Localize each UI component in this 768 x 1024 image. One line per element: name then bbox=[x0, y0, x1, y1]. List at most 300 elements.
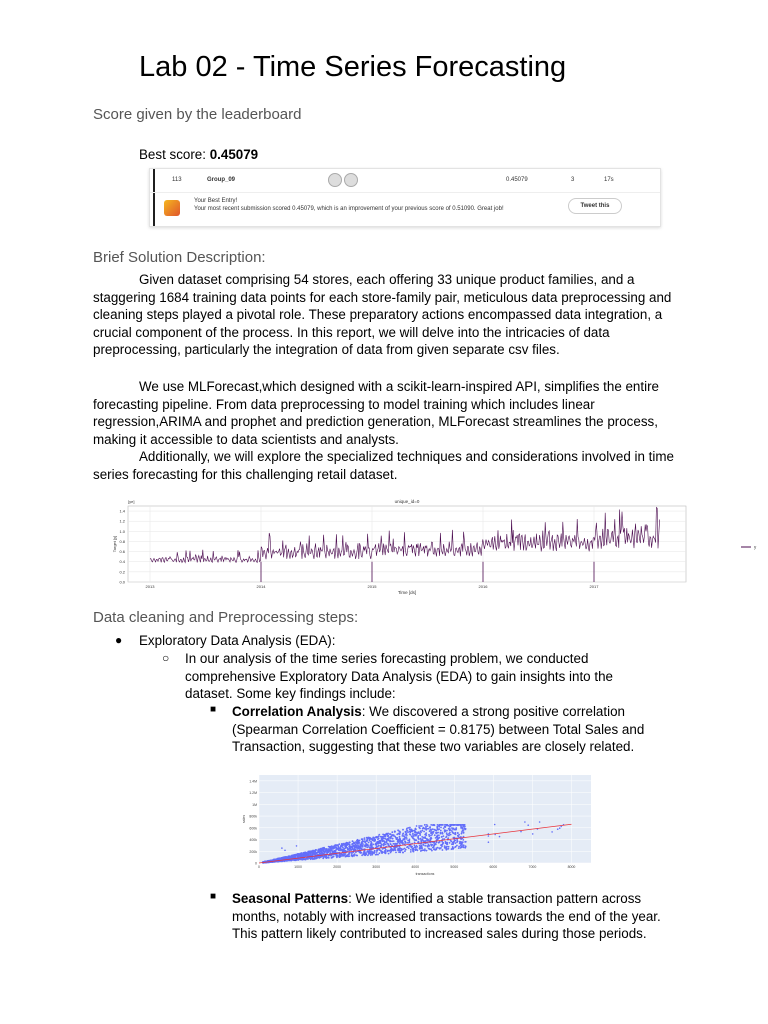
scatter-point bbox=[335, 854, 337, 856]
scatter-point bbox=[313, 850, 315, 852]
scatter-point bbox=[452, 843, 454, 845]
bullet-correlation bbox=[232, 703, 682, 756]
scatter-point bbox=[418, 841, 420, 843]
scatter-point bbox=[432, 832, 434, 834]
scatter-point bbox=[409, 832, 411, 834]
x-tick-label: 8000 bbox=[567, 865, 576, 869]
scatter-point bbox=[355, 851, 357, 853]
scatter-point bbox=[398, 851, 400, 853]
scatter-point bbox=[412, 837, 414, 839]
y-tick-label: 0.4 bbox=[119, 559, 125, 565]
scatter-point bbox=[362, 838, 364, 840]
scatter-point bbox=[373, 840, 375, 842]
scatter-point bbox=[532, 833, 534, 835]
scatter-point bbox=[345, 850, 347, 852]
scatter-point bbox=[306, 852, 308, 854]
scatter-point bbox=[463, 831, 465, 833]
scatter-point bbox=[452, 824, 454, 826]
scatter-point bbox=[374, 850, 376, 852]
scatter-point bbox=[442, 849, 444, 851]
scatter-point bbox=[406, 833, 408, 835]
scatter-point bbox=[433, 846, 435, 848]
trophy-icon bbox=[164, 200, 180, 216]
scatter-point bbox=[407, 846, 409, 848]
scatter-point bbox=[370, 852, 372, 854]
scatter-point bbox=[384, 850, 386, 852]
scatter-point bbox=[371, 845, 373, 847]
scatter-point bbox=[338, 847, 340, 849]
scatter-point bbox=[348, 853, 350, 855]
scatter-point bbox=[429, 849, 431, 851]
scatter-point bbox=[462, 839, 464, 841]
scatter-point bbox=[425, 832, 427, 834]
paragraph: Additionally, we will explore the specialized techniques and considerations involved in time series forecasting for this challenging retail dataset. bbox=[93, 449, 674, 482]
scatter-point bbox=[342, 854, 344, 856]
scatter-point bbox=[349, 842, 351, 844]
scatter-point bbox=[396, 843, 398, 845]
leaderboard-screenshot bbox=[149, 168, 661, 227]
scatter-point bbox=[449, 829, 451, 831]
scatter-point bbox=[306, 855, 308, 857]
scatter-point bbox=[444, 846, 446, 848]
scatter-point bbox=[399, 836, 401, 838]
best-score-value: 0.45079 bbox=[209, 147, 259, 162]
scatter-point bbox=[461, 833, 463, 835]
scatter-point bbox=[372, 839, 374, 841]
scatter-point bbox=[427, 838, 429, 840]
scatter-point bbox=[325, 851, 327, 853]
scatter-point bbox=[315, 858, 317, 860]
scatter-point bbox=[404, 850, 406, 852]
scatter-point bbox=[363, 841, 365, 843]
scatter-point bbox=[444, 826, 446, 828]
scatter-point bbox=[361, 854, 363, 856]
scatter-point bbox=[539, 821, 541, 823]
scatter-point bbox=[456, 824, 458, 826]
scatter-point bbox=[458, 847, 460, 849]
scatter-point bbox=[551, 831, 553, 833]
scatter-point bbox=[445, 841, 447, 843]
scatter-point bbox=[448, 846, 450, 848]
section-heading-solution: Brief Solution Description: bbox=[93, 249, 266, 266]
scatter-point bbox=[458, 846, 460, 848]
scatter-point bbox=[455, 828, 457, 830]
scatter-point bbox=[328, 848, 330, 850]
section-heading-cleaning: Data cleaning and Preprocessing steps: bbox=[93, 609, 359, 626]
scatter-point bbox=[355, 847, 357, 849]
tweet-button[interactable]: Tweet this bbox=[568, 198, 622, 214]
leaderboard-rank: 113 bbox=[172, 177, 182, 183]
scatter-point bbox=[422, 828, 424, 830]
scatter-point bbox=[415, 849, 417, 851]
scatter-point bbox=[310, 851, 312, 853]
scatter-point bbox=[396, 838, 398, 840]
scatter-point bbox=[402, 851, 404, 853]
scatter-point bbox=[437, 835, 439, 837]
scatter-point bbox=[390, 843, 392, 845]
scatter-point bbox=[431, 845, 433, 847]
scatter-point bbox=[351, 854, 353, 856]
scatter-point bbox=[376, 853, 378, 855]
x-tick-label: 2000 bbox=[333, 865, 342, 869]
scatter-point bbox=[383, 844, 385, 846]
y-tick-label: 200k bbox=[249, 849, 257, 854]
scatter-point bbox=[406, 842, 408, 844]
scatter-point bbox=[388, 844, 390, 846]
scatter-point bbox=[423, 831, 425, 833]
scatter-point bbox=[349, 855, 351, 857]
scatter-point bbox=[373, 852, 375, 854]
scatter-point bbox=[397, 848, 399, 850]
scatter-point bbox=[418, 827, 420, 829]
paragraph: We use MLForecast,which designed with a scikit-learn-inspired API, simplifies the entire forecasting pipeline. From data preprocessing to model training which includes linear regression,ARIMA and prophet and prediction generation, MLForecast streamlines the process, making it accessible to data scientists and analysts. bbox=[93, 379, 659, 447]
scatter-point bbox=[376, 849, 378, 851]
scatter-point bbox=[423, 849, 425, 851]
scatter-point bbox=[430, 831, 432, 833]
paragraph: Given dataset comprising 54 stores, each offering 33 unique product families, and a staggering 1684 training data points for each store-family pair, meticulous data preprocessing and cleaning steps played a pivotal role. These preparatory actions encompassed data integration, a crucial component of the process. In this report, we will delve into the intricacies of data preprocessing, particularly the integration of data from given separate csv files. bbox=[93, 272, 672, 358]
scatter-point bbox=[429, 829, 431, 831]
scatter-point bbox=[435, 830, 437, 832]
chart-title: unique_id=0 bbox=[394, 499, 420, 504]
scatter-point bbox=[403, 835, 405, 837]
scatter-point bbox=[448, 828, 450, 830]
scatter-point bbox=[407, 840, 409, 842]
scatter-point bbox=[494, 824, 496, 826]
scatter-point bbox=[293, 854, 295, 856]
scatter-point bbox=[424, 837, 426, 839]
scatter-point bbox=[419, 847, 421, 849]
bullet-eda-sub: In our analysis of the time series forecasting problem, we conducted comprehensive Exploratory Data Analysis (EDA) to gain insights into the dataset. Some key findings include: bbox=[185, 651, 613, 702]
scatter-point bbox=[431, 834, 433, 836]
scatter-point bbox=[446, 830, 448, 832]
scatter-chart bbox=[241, 771, 597, 877]
y-axis-label: sales bbox=[242, 814, 246, 824]
scatter-point bbox=[443, 827, 445, 829]
scatter-point bbox=[443, 835, 445, 837]
scatter-point bbox=[452, 831, 454, 833]
scatter-point bbox=[369, 840, 371, 842]
scatter-point bbox=[380, 845, 382, 847]
scatter-point bbox=[356, 840, 358, 842]
scatter-point bbox=[308, 851, 310, 853]
scatter-point bbox=[464, 847, 466, 849]
scatter-point bbox=[416, 845, 418, 847]
scatter-point bbox=[323, 847, 325, 849]
scatter-point bbox=[402, 829, 404, 831]
leaderboard-row bbox=[150, 169, 660, 193]
x-tick-label: 2017 bbox=[589, 584, 599, 589]
scatter-point bbox=[424, 848, 426, 850]
scatter-point bbox=[379, 852, 381, 854]
page-title: Lab 02 - Time Series Forecasting bbox=[139, 51, 567, 83]
scatter-point bbox=[379, 841, 381, 843]
scatter-point bbox=[414, 830, 416, 832]
y-tick-label: 1.4M bbox=[249, 779, 257, 784]
correlation-text: : We discovered a strong positive correlation (Spearman Correlation Coefficient = 0.8175) between Total Sales and Transaction, suggesting that these two variables are closely related. bbox=[232, 704, 645, 755]
y-tick-label: 1.4 bbox=[119, 508, 125, 514]
time-series-chart bbox=[108, 497, 768, 597]
scatter-point bbox=[444, 829, 446, 831]
scatter-point bbox=[402, 843, 404, 845]
y-tick-label: 0.0 bbox=[119, 579, 125, 585]
scatter-point bbox=[464, 826, 466, 828]
scatter-point bbox=[430, 824, 432, 826]
scatter-point bbox=[332, 850, 334, 852]
scatter-point bbox=[356, 845, 358, 847]
scatter-point bbox=[456, 841, 458, 843]
scatter-point bbox=[317, 856, 319, 858]
scatter-point bbox=[366, 847, 368, 849]
scatter-point bbox=[384, 838, 386, 840]
scatter-point bbox=[378, 845, 380, 847]
y-tick-label: 0 bbox=[255, 861, 257, 866]
scatter-point bbox=[361, 843, 363, 845]
x-tick-label: 1000 bbox=[294, 865, 302, 869]
scatter-point bbox=[346, 855, 348, 857]
scatter-point bbox=[328, 850, 330, 852]
scatter-point bbox=[347, 849, 349, 851]
scatter-point bbox=[369, 850, 371, 852]
scatter-point bbox=[382, 839, 384, 841]
leaderboard-message-body: Your most recent submission scored 0.45079, which is an improvement of your previous score of 0.51090. Great job! bbox=[194, 206, 504, 212]
scatter-point bbox=[389, 841, 391, 843]
scatter-point bbox=[411, 835, 413, 837]
scatter-point bbox=[435, 848, 437, 850]
scatter-point bbox=[446, 834, 448, 836]
corner-label: [ye] bbox=[128, 499, 135, 504]
scatter-point bbox=[323, 851, 325, 853]
x-tick-label: 3000 bbox=[372, 865, 381, 869]
scatter-point bbox=[300, 855, 302, 857]
scatter-point bbox=[326, 857, 328, 859]
scatter-point bbox=[323, 857, 325, 859]
scatter-point bbox=[449, 842, 451, 844]
x-tick-label: 4000 bbox=[411, 865, 420, 869]
scatter-point bbox=[455, 842, 457, 844]
scatter-point bbox=[292, 855, 294, 857]
plot-area bbox=[128, 506, 686, 582]
scatter-point bbox=[414, 834, 416, 836]
scatter-point bbox=[424, 845, 426, 847]
scatter-point bbox=[385, 836, 387, 838]
y-tick-label: 400k bbox=[249, 838, 257, 843]
scatter-point bbox=[342, 849, 344, 851]
scatter-point bbox=[325, 848, 327, 850]
scatter-point bbox=[406, 829, 408, 831]
scatter-point bbox=[464, 828, 466, 830]
scatter-point bbox=[366, 851, 368, 853]
best-score-label: Best score: bbox=[139, 147, 206, 162]
scatter-point bbox=[390, 838, 392, 840]
scatter-point bbox=[359, 840, 361, 842]
y-tick-label: 1M bbox=[252, 802, 257, 807]
bullet-seasonal bbox=[232, 890, 682, 943]
scatter-point bbox=[388, 836, 390, 838]
x-tick-label: 6000 bbox=[489, 865, 498, 869]
scatter-point bbox=[460, 841, 462, 843]
scatter-point bbox=[446, 843, 448, 845]
scatter-point bbox=[425, 828, 427, 830]
scatter-point bbox=[437, 847, 439, 849]
scatter-point bbox=[440, 827, 442, 829]
scatter-point bbox=[393, 835, 395, 837]
scatter-point bbox=[441, 845, 443, 847]
scatter-point bbox=[274, 859, 276, 861]
scatter-point bbox=[418, 825, 420, 827]
scatter-point bbox=[355, 854, 357, 856]
scatter-point bbox=[420, 825, 422, 827]
scatter-point bbox=[410, 851, 412, 853]
scatter-point bbox=[404, 841, 406, 843]
scatter-point bbox=[389, 833, 391, 835]
scatter-point bbox=[440, 832, 442, 834]
scatter-point bbox=[414, 839, 416, 841]
scatter-point bbox=[421, 830, 423, 832]
y-tick-label: 1.2 bbox=[119, 518, 125, 524]
scatter-point bbox=[366, 843, 368, 845]
scatter-point bbox=[405, 849, 407, 851]
scatter-point bbox=[376, 851, 378, 853]
scatter-point bbox=[281, 847, 283, 849]
scatter-point bbox=[364, 845, 366, 847]
best-score bbox=[139, 147, 258, 162]
scatter-point bbox=[345, 847, 347, 849]
seasonal-title: Seasonal Patterns bbox=[232, 891, 349, 906]
scatter-point bbox=[362, 846, 364, 848]
x-tick-label: 2015 bbox=[367, 584, 377, 589]
scatter-point bbox=[342, 844, 344, 846]
scatter-point bbox=[432, 828, 434, 830]
scatter-point bbox=[440, 830, 442, 832]
scatter-point bbox=[433, 824, 435, 826]
scatter-point bbox=[442, 824, 444, 826]
scatter-point bbox=[393, 843, 395, 845]
scatter-point bbox=[438, 826, 440, 828]
y-tick-label: 0.6 bbox=[119, 549, 125, 555]
scatter-point bbox=[450, 824, 452, 826]
scatter-point bbox=[302, 854, 304, 856]
leaderboard-entries: 3 bbox=[571, 177, 575, 183]
scatter-point bbox=[440, 847, 442, 849]
scatter-point bbox=[409, 839, 411, 841]
scatter-point bbox=[396, 834, 398, 836]
bullet-circle-icon: ○ bbox=[162, 651, 170, 665]
scatter-point bbox=[414, 831, 416, 833]
scatter-point bbox=[414, 842, 416, 844]
y-tick-label: 600k bbox=[249, 826, 257, 831]
scatter-point bbox=[444, 831, 446, 833]
scatter-point bbox=[319, 856, 321, 858]
scatter-point bbox=[386, 839, 388, 841]
scatter-point bbox=[422, 838, 424, 840]
scatter-point bbox=[452, 847, 454, 849]
scatter-point bbox=[332, 856, 334, 858]
scatter-point bbox=[296, 845, 298, 847]
scatter-point bbox=[433, 842, 435, 844]
scatter-point bbox=[410, 849, 412, 851]
scatter-point bbox=[441, 836, 443, 838]
scatter-point bbox=[284, 850, 286, 852]
scatter-point bbox=[425, 826, 427, 828]
scatter-point bbox=[411, 846, 413, 848]
bullet-square-icon: ■ bbox=[210, 704, 217, 715]
scatter-point bbox=[365, 845, 367, 847]
scatter-point bbox=[488, 841, 490, 843]
scatter-point bbox=[300, 853, 302, 855]
scatter-point bbox=[404, 831, 406, 833]
scatter-point bbox=[417, 837, 419, 839]
scatter-point bbox=[520, 831, 522, 833]
scatter-point bbox=[394, 831, 396, 833]
scatter-point bbox=[430, 839, 432, 841]
scatter-point bbox=[333, 848, 335, 850]
scatter-point bbox=[295, 859, 297, 861]
scatter-point bbox=[454, 846, 456, 848]
bullet-eda: Exploratory Data Analysis (EDA): bbox=[139, 633, 336, 648]
scatter-point bbox=[354, 847, 356, 849]
scatter-point bbox=[463, 846, 465, 848]
scatter-point bbox=[364, 854, 366, 856]
scatter-point bbox=[330, 848, 332, 850]
scatter-point bbox=[455, 833, 457, 835]
scatter-point bbox=[456, 845, 458, 847]
scatter-point bbox=[310, 854, 312, 856]
x-tick-label: 2014 bbox=[256, 584, 266, 589]
scatter-point bbox=[414, 844, 416, 846]
scatter-point bbox=[450, 834, 452, 836]
scatter-point bbox=[435, 843, 437, 845]
scatter-point bbox=[446, 848, 448, 850]
scatter-point bbox=[465, 841, 467, 843]
scatter-point bbox=[422, 840, 424, 842]
scatter-point bbox=[419, 834, 421, 836]
scatter-point bbox=[398, 849, 400, 851]
scatter-point bbox=[375, 844, 377, 846]
scatter-point bbox=[436, 833, 438, 835]
scatter-point bbox=[431, 850, 433, 852]
scatter-point bbox=[393, 840, 395, 842]
scatter-point bbox=[372, 844, 374, 846]
scatter-point bbox=[447, 825, 449, 827]
scatter-point bbox=[367, 837, 369, 839]
scatter-point bbox=[297, 854, 299, 856]
scatter-point bbox=[424, 824, 426, 826]
leaderboard-team: Group_09 bbox=[207, 177, 236, 183]
scatter-point bbox=[359, 847, 361, 849]
scatter-point bbox=[488, 835, 490, 837]
scatter-point bbox=[453, 828, 455, 830]
scatter-point bbox=[442, 843, 444, 845]
scatter-point bbox=[340, 846, 342, 848]
scatter-point bbox=[420, 831, 422, 833]
scatter-point bbox=[410, 834, 412, 836]
leaderboard-message-title: Your Best Entry! bbox=[194, 198, 238, 204]
scatter-point bbox=[390, 836, 392, 838]
scatter-point bbox=[382, 840, 384, 842]
scatter-point bbox=[399, 833, 401, 835]
scatter-point bbox=[382, 848, 384, 850]
scatter-point bbox=[319, 848, 321, 850]
scatter-point bbox=[338, 849, 340, 851]
scatter-point bbox=[390, 852, 392, 854]
scatter-point bbox=[304, 852, 306, 854]
scatter-point bbox=[364, 839, 366, 841]
scatter-point bbox=[434, 849, 436, 851]
scatter-point bbox=[420, 841, 422, 843]
scatter-point bbox=[402, 833, 404, 835]
scatter-point bbox=[448, 834, 450, 836]
scatter-point bbox=[426, 850, 428, 852]
